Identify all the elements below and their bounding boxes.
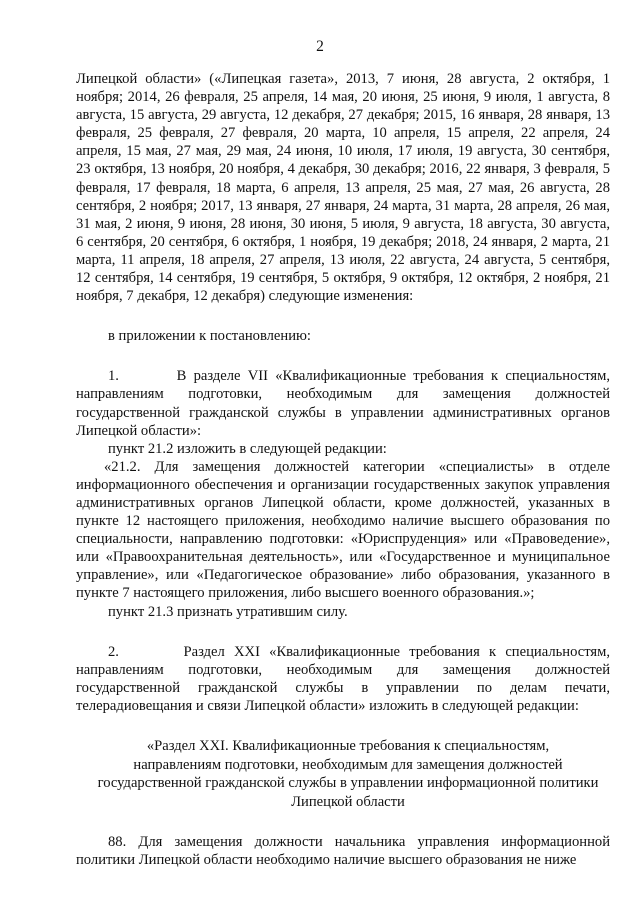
section-title-line: государственной гражданской службы в управлении информационной политики (97, 775, 599, 792)
paragraph-clause-21-2-intro: пункт 21.2 изложить в следующей редакции: (108, 440, 387, 457)
spacer (76, 345, 610, 367)
paragraph-item-2: 2. Раздел XXI «Квалификационные требования к специальностям, направлениям подготовки, необходимым для замещения должностей государственной гражданской службы в управлении по делам печати, телерадиовещания и связи Липецкой области» изложить в следующей редакции: (76, 643, 610, 714)
paragraph-item-1: 1. В разделе VII «Квалификационные требования к специальностям, направлениям подготовки, необходимым для замещения должностей государственной гражданской службы в управлении административных органов Липецкой области»: (76, 368, 610, 439)
spacer (76, 715, 610, 737)
paragraph-amendment-sources: Липецкой области» («Липецкая газета», 2013, 7 июня, 28 августа, 2 октября, 1 ноября; 2014, 26 февраля, 25 апреля, 14 мая, 20 июня, 25 июня, 9 июля, 1 августа, 8 августа, 15 августа, 29 августа, 12 декабря, 27 декабря; 2015, 16 января, 28 января, 13 февраля, 25 февраля, 27 февраля, 20 марта, 10 апреля, 15 апреля, 22 апреля, 24 апреля, 15 мая, 27 мая, 29 мая, 24 июня, 10 июля, 17 июля, 19 августа, 30 сентября, 23 октября, 13 ноября, 20 ноября, 4 декабря, 30 декабря; 2016, 22 января, 3 февраля, 5 февраля, 17 февраля, 18 марта, 6 апреля, 13 апреля, 25 мая, 27 мая, 26 августа, 28 сентября, 2 ноября; 2017, 13 января, 27 января, 24 марта, 31 марта, 28 апреля, 26 мая, 31 мая, 2 июня, 9 июня, 28 июня, 30 июня, 5 июля, 9 августа, 18 августа, 30 августа, 6 сентября, 20 сентября, 6 октября, 1 ноября, 19 декабря; 2018, 24 января, 2 марта, 21 марта, 11 апреля, 18 апреля, 27 апреля, 13 июля, 22 августа, 24 августа, 5 сентября, 12 сентября, 14 сентября, 19 сентября, 5 октября, 9 октября, 12 октября, 2 ноября, 21 ноября, 7 декабря, 12 декабря) следующие изменения: (76, 71, 610, 305)
section-title-line: Липецкой области (291, 793, 405, 810)
document-body (76, 70, 610, 870)
page-number: 2 (316, 38, 324, 55)
paragraph-clause-21-3: пункт 21.3 признать утратившим силу. (108, 603, 348, 620)
paragraph-clause-88: 88. Для замещения должности начальника управления информационной политики Липецкой области необходимо наличие высшего образования не ниже (76, 834, 610, 869)
section-xxi-title (76, 737, 610, 811)
section-title-line: «Раздел XXI. Квалификационные требования к специальностям, (146, 738, 550, 754)
spacer (76, 811, 610, 833)
paragraph-clause-21-2-text: «21.2. Для замещения должностей категории «специалисты» в отделе информационного обеспечения и организации государственных закупок управления административных органов Липецкой области, кроме должностей, указанных в пункте 12 настоящего приложения, необходимо наличие высшего образования по специальности, направлению подготовки: «Юриспруденция» или «Правоведение», или «Правоохранительная деятельность», или «Государственное и муниципальное управление», или «Педагогическое образование» либо образования, указанного в пункте 7 настоящего приложения, либо высшего военного образования.»; (76, 458, 610, 602)
section-title-line: направлениям подготовки, необходимым для замещения должностей (133, 756, 563, 773)
spacer (76, 305, 610, 327)
paragraph-appendix-intro: в приложении к постановлению: (108, 328, 311, 345)
spacer (76, 621, 610, 643)
